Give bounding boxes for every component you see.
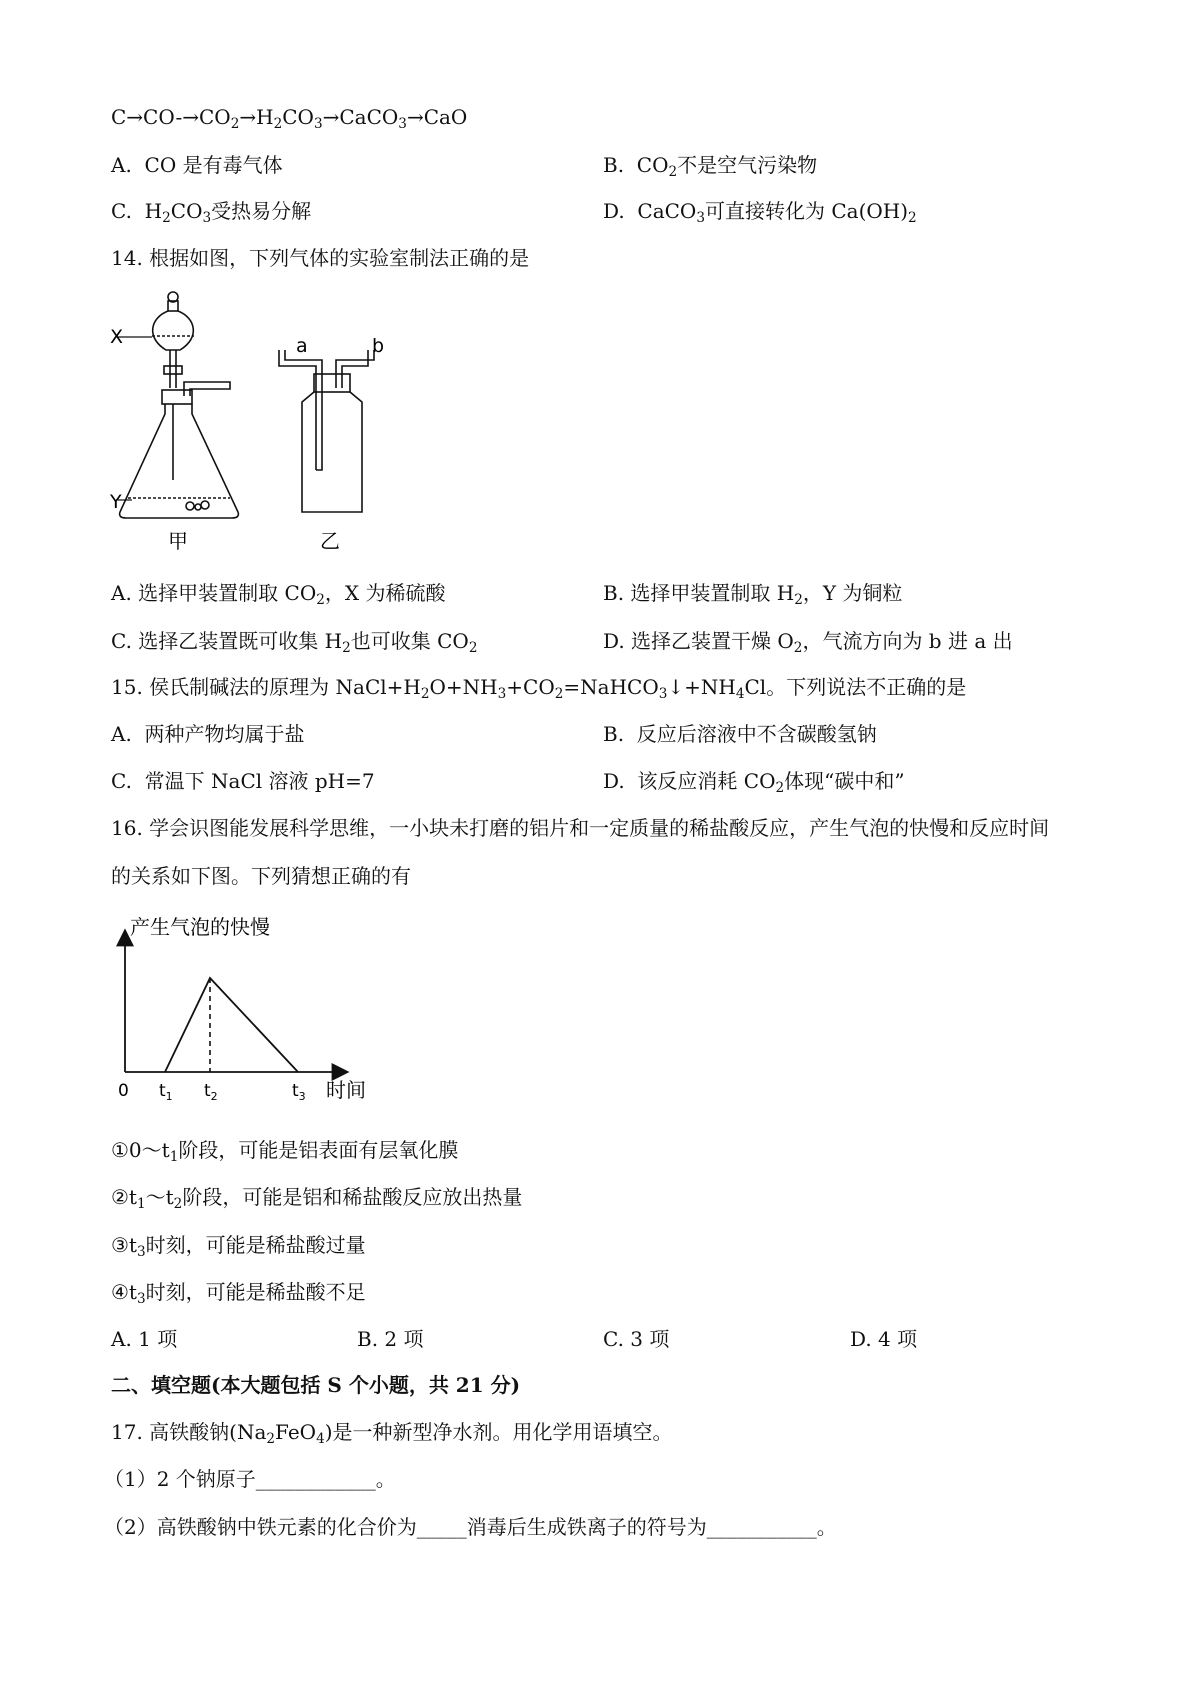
- q17-part-1: （1）2 个钠原子____________。: [104, 1467, 396, 1491]
- x-axis-label: 时间: [326, 1078, 366, 1102]
- q14-option-b: B. 选择甲装置制取 $H_2$，Y 为铜粒: [603, 581, 903, 608]
- q16-option-a: A. 1 项: [111, 1327, 178, 1351]
- q16-statement-4: $④t_3$时刻，可能是稀盐酸不足: [111, 1280, 366, 1307]
- q15-option-a: A. 两种产物均属于盐: [111, 722, 305, 746]
- y-axis-label: 产生气泡的快慢: [130, 915, 270, 939]
- q15-option-b: B. 反应后溶液中不含碳酸氢钠: [603, 722, 877, 746]
- q14-stem: 14. 根据如图，下列气体的实验室制法正确的是: [111, 246, 530, 270]
- q13-option-d: D. CaCO$_3$可直接转化为 $Ca(OH)_2$: [603, 199, 917, 226]
- q16-rate-time-graph: [110, 912, 380, 1102]
- q13-option-a: A. CO 是有毒气体: [111, 153, 283, 177]
- apparatus-jia: [120, 292, 239, 518]
- q17-part-2: （2）高铁酸钠中铁元素的化合价为_____消毒后生成铁离子的符号为___________。: [104, 1515, 837, 1539]
- apparatus-yi: [279, 350, 374, 512]
- q14-apparatus-figure: [110, 290, 410, 555]
- q15-stem: 15. 侯氏制碱法的原理为 $NaCl+H_2O+NH_3+CO_2=NaHCO_3↓+NH_4Cl$。下列说法不正确的是: [111, 675, 967, 702]
- q16-stem-line2: 的关系如下图。下列猜想正确的有: [111, 864, 411, 888]
- caption-yi: 乙: [320, 529, 340, 553]
- tick-t2: $t_2$: [204, 1081, 218, 1102]
- caption-jia: 甲: [168, 529, 188, 553]
- q14-option-a: A. 选择甲装置制取 $CO_2$，X 为稀硫酸: [111, 581, 446, 608]
- q16-option-c: C. 3 项: [603, 1327, 670, 1351]
- label-a: a: [296, 335, 308, 357]
- label-x: X: [110, 326, 124, 348]
- rate-curve: [165, 978, 298, 1072]
- q16-statement-2: $②t_1\sim t_2$阶段，可能是铝和稀盐酸反应放出热量: [111, 1185, 523, 1212]
- q16-statement-3: $③t_3$时刻，可能是稀盐酸过量: [111, 1233, 366, 1260]
- q17-stem: 17. 高铁酸钠$(Na_2FeO_4)$是一种新型净水剂。用化学用语填空。: [111, 1420, 673, 1447]
- origin-label: 0: [118, 1081, 129, 1101]
- q13-option-c: C. $H_2CO_3$受热易分解: [111, 199, 312, 226]
- q16-stem-line1: 16. 学会识图能发展科学思维，一小块未打磨的铝片和一定质量的稀盐酸反应，产生气泡的快慢和反应时间: [111, 816, 1050, 840]
- reaction-chain: $C\to CO-\to CO_2\to H_2CO_3\to CaCO_3\to CaO$: [111, 105, 468, 132]
- q14-option-d: D. 选择乙装置干燥 $O_2$，气流方向为 b 进 a 出: [603, 629, 1013, 656]
- tick-t3: $t_3$: [292, 1081, 306, 1102]
- q15-option-c: C. 常温下 NaCl 溶液 pH=7: [111, 769, 375, 793]
- q16-option-b: B. 2 项: [357, 1327, 424, 1351]
- section-2-title: 二、填空题(本大题包括 S 个小题，共 21 分): [111, 1373, 521, 1397]
- q16-statement-1: $①0\sim t_1$阶段，可能是铝表面有层氧化膜: [111, 1138, 459, 1165]
- q13-option-b: B. $CO_2$不是空气污染物: [603, 153, 818, 180]
- q14-option-c: C. 选择乙装置既可收集 $H_2$也可收集 $CO_2$: [111, 629, 478, 656]
- q16-option-d: D. 4 项: [850, 1327, 918, 1351]
- label-y: Y: [110, 491, 122, 513]
- label-b: b: [372, 335, 385, 357]
- tick-t1: $t_1$: [159, 1081, 173, 1102]
- q15-option-d: D. 该反应消耗 $CO_2$体现“碳中和”: [603, 769, 905, 796]
